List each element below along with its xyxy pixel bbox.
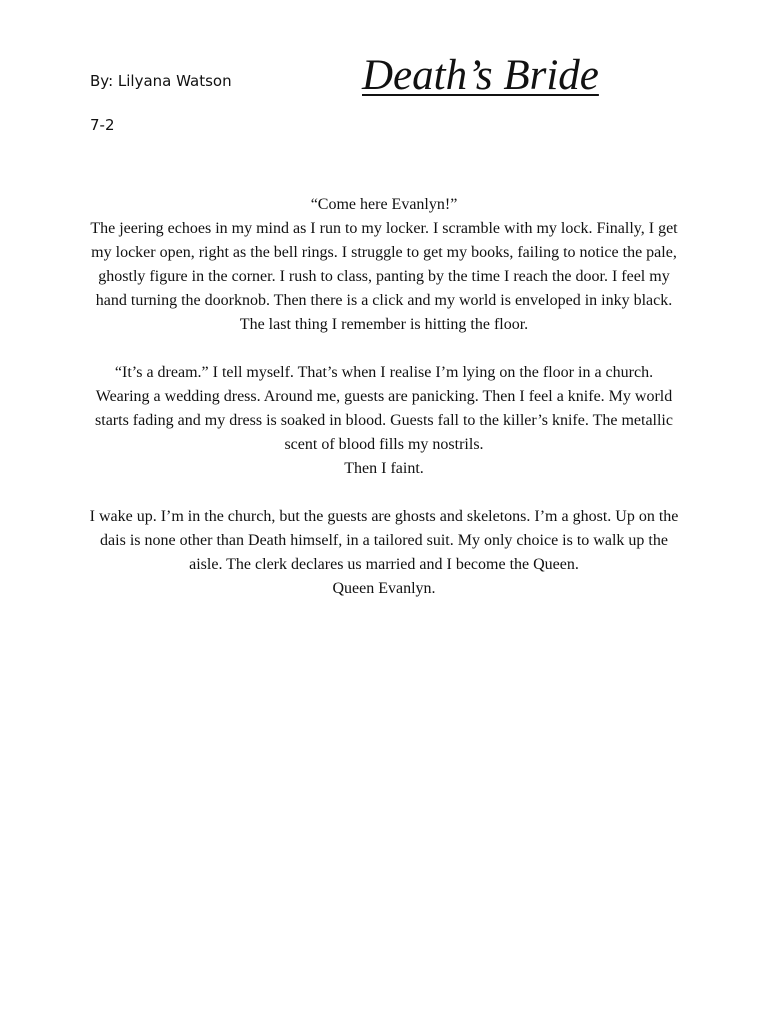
story-paragraph (88, 193, 680, 337)
paragraph-text: “It’s a dream.” I tell myself. That’s when I realise I’m lying on the floor in a church. Wearing a wedding dress. Around me, guests are panicking. Then I feel a knife. My world starts fading and my dress is soaked in blood. Guests fall to the killer’s knife. The metallic scent of blood fills my nostrils. (95, 364, 673, 453)
dialogue-line: “Come here Evanlyn!” (310, 196, 458, 213)
paragraph-text: Then I faint. (344, 460, 424, 477)
paragraph-text: The jeering echoes in my mind as I run to my locker. I scramble with my lock. Finally, I get my locker open, right as the bell rings. I struggle to get my books, failing to notice the pale, ghostly figure in the corner. I rush to class, panting by the time I reach the door. I feel my hand turning the doorknob. Then there is a click and my world is enveloped in inky black. The last thing I remember is hitting the floor. (90, 220, 678, 333)
story-title: Death’s Bride (362, 52, 599, 99)
paragraph-text: Queen Evanlyn. (332, 580, 436, 597)
paragraph-text: I wake up. I’m in the church, but the guests are ghosts and skeletons. I’m a ghost. Up on the dais is none other than Death himself, in a tailored suit. My only choice is to walk up the aisle. The clerk declares us married and I become the Queen. (89, 508, 679, 573)
story-paragraph (88, 505, 680, 601)
author-byline: By: Lilyana Watson (90, 72, 232, 90)
story-body (88, 193, 680, 625)
class-code: 7-2 (90, 116, 115, 134)
story-paragraph (88, 361, 680, 481)
